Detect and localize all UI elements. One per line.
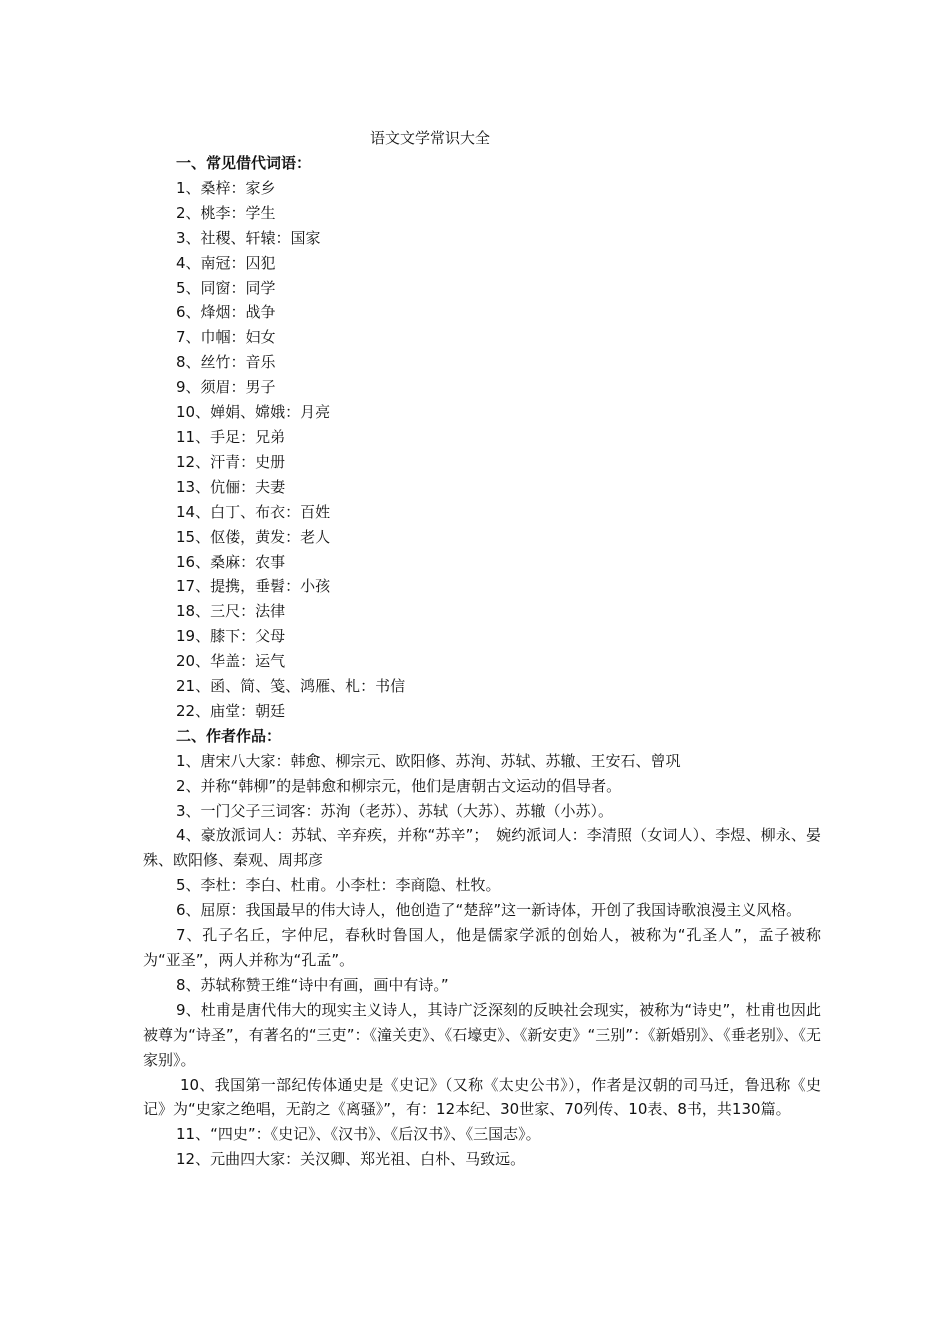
paragraph: 12、元曲四大家：关汉卿、郑光祖、白朴、马致远。 xyxy=(176,1150,526,1169)
list-item: 5、同窗：同学 xyxy=(176,278,276,297)
list-item: 7、巾帼：妇女 xyxy=(176,328,276,347)
metonym-list xyxy=(143,176,821,724)
paragraph: 5、李杜：李白、杜甫。小李杜：李商隐、杜牧。 xyxy=(176,876,501,895)
list-item: 3、社稷、轩辕：国家 xyxy=(176,228,321,247)
list-item: 15、伛偻，黄发：老人 xyxy=(176,527,331,546)
paragraph: 9、杜甫是唐代伟大的现实主义诗人，其诗广泛深刻的反映社会现实，被称为“诗史”，杜甫也因此被尊为“诗圣”，有著名的“三吏”：《潼关吏》、《石壕吏》、《新安吏》“三别”：《新婚别》、《垂老别》、《无家别》。 xyxy=(143,1000,821,1069)
authors-works-list xyxy=(143,749,821,1172)
document-body xyxy=(143,151,821,1172)
section-heading-authors-works: 二、作者作品： xyxy=(176,726,282,745)
list-item: 9、须眉：男子 xyxy=(176,378,276,397)
paragraph: 11、“四史”：《史记》、《汉书》、《后汉书》、《三国志》。 xyxy=(176,1125,541,1144)
list-item: 1、唐宋八大家：韩愈、柳宗元、欧阳修、苏洵、苏轼、苏辙、王安石、曾巩 xyxy=(176,751,681,770)
list-item: 20、华盖：运气 xyxy=(176,652,286,671)
paragraph: 4、豪放派词人：苏轼、辛弃疾，并称“苏辛”； 婉约派词人：李清照（女词人）、李煜、柳永、晏殊、欧阳修、秦观、周邦彦 xyxy=(143,826,821,870)
list-item: 1、桑梓：家乡 xyxy=(176,178,276,197)
list-item: 12、汗青：史册 xyxy=(176,452,286,471)
paragraph: 8、苏轼称赞王维“诗中有画，画中有诗。” xyxy=(176,975,449,994)
list-item: 6、烽烟：战争 xyxy=(176,303,276,322)
list-item: 10、婵娟、嫦娥：月亮 xyxy=(176,403,331,422)
list-item: 2、并称“韩柳”的是韩愈和柳宗元，他们是唐朝古文运动的倡导者。 xyxy=(176,776,622,795)
list-item: 13、伉俪：夫妻 xyxy=(176,477,286,496)
document-title: 语文文学常识大全 xyxy=(369,129,490,147)
list-item: 8、丝竹：音乐 xyxy=(176,353,276,372)
list-item: 3、一门父子三词客：苏洵（老苏）、苏轼（大苏）、苏辙（小苏）。 xyxy=(176,801,614,820)
list-item: 4、南冠：囚犯 xyxy=(176,253,276,272)
list-item: 17、提携，垂髫：小孩 xyxy=(176,577,331,596)
paragraph: 6、屈原：我国最早的伟大诗人，他创造了“楚辞”这一新诗体，开创了我国诗歌浪漫主义风格。 xyxy=(176,901,802,920)
list-item: 18、三尺：法律 xyxy=(176,602,286,621)
list-item: 22、庙堂：朝廷 xyxy=(176,701,286,720)
list-item: 21、函、简、笺、鸿雁、札：书信 xyxy=(176,677,406,696)
list-item: 2、桃李：学生 xyxy=(176,203,276,222)
section-heading-metonyms: 一、常见借代词语： xyxy=(176,154,312,172)
list-item: 19、膝下：父母 xyxy=(176,627,286,646)
paragraph: 7、孔子名丘，字仲尼，春秋时鲁国人，他是儒家学派的创始人，被称为“孔圣人”，孟子被称为“亚圣”，两人并称为“孔孟”。 xyxy=(143,926,821,969)
list-item: 14、白丁、布衣：百姓 xyxy=(176,502,331,521)
list-item: 16、桑麻：农事 xyxy=(176,552,286,571)
list-item: 11、手足：兄弟 xyxy=(176,427,286,446)
paragraph: 10、我国第一部纪传体通史是《史记》（又称《太史公书》），作者是汉朝的司马迁，鲁迅称《史记》为“史家之绝唱，无韵之《离骚》”，有：12本纪、30世家、70列传、10表、8书，共130篇。 xyxy=(143,1075,821,1119)
